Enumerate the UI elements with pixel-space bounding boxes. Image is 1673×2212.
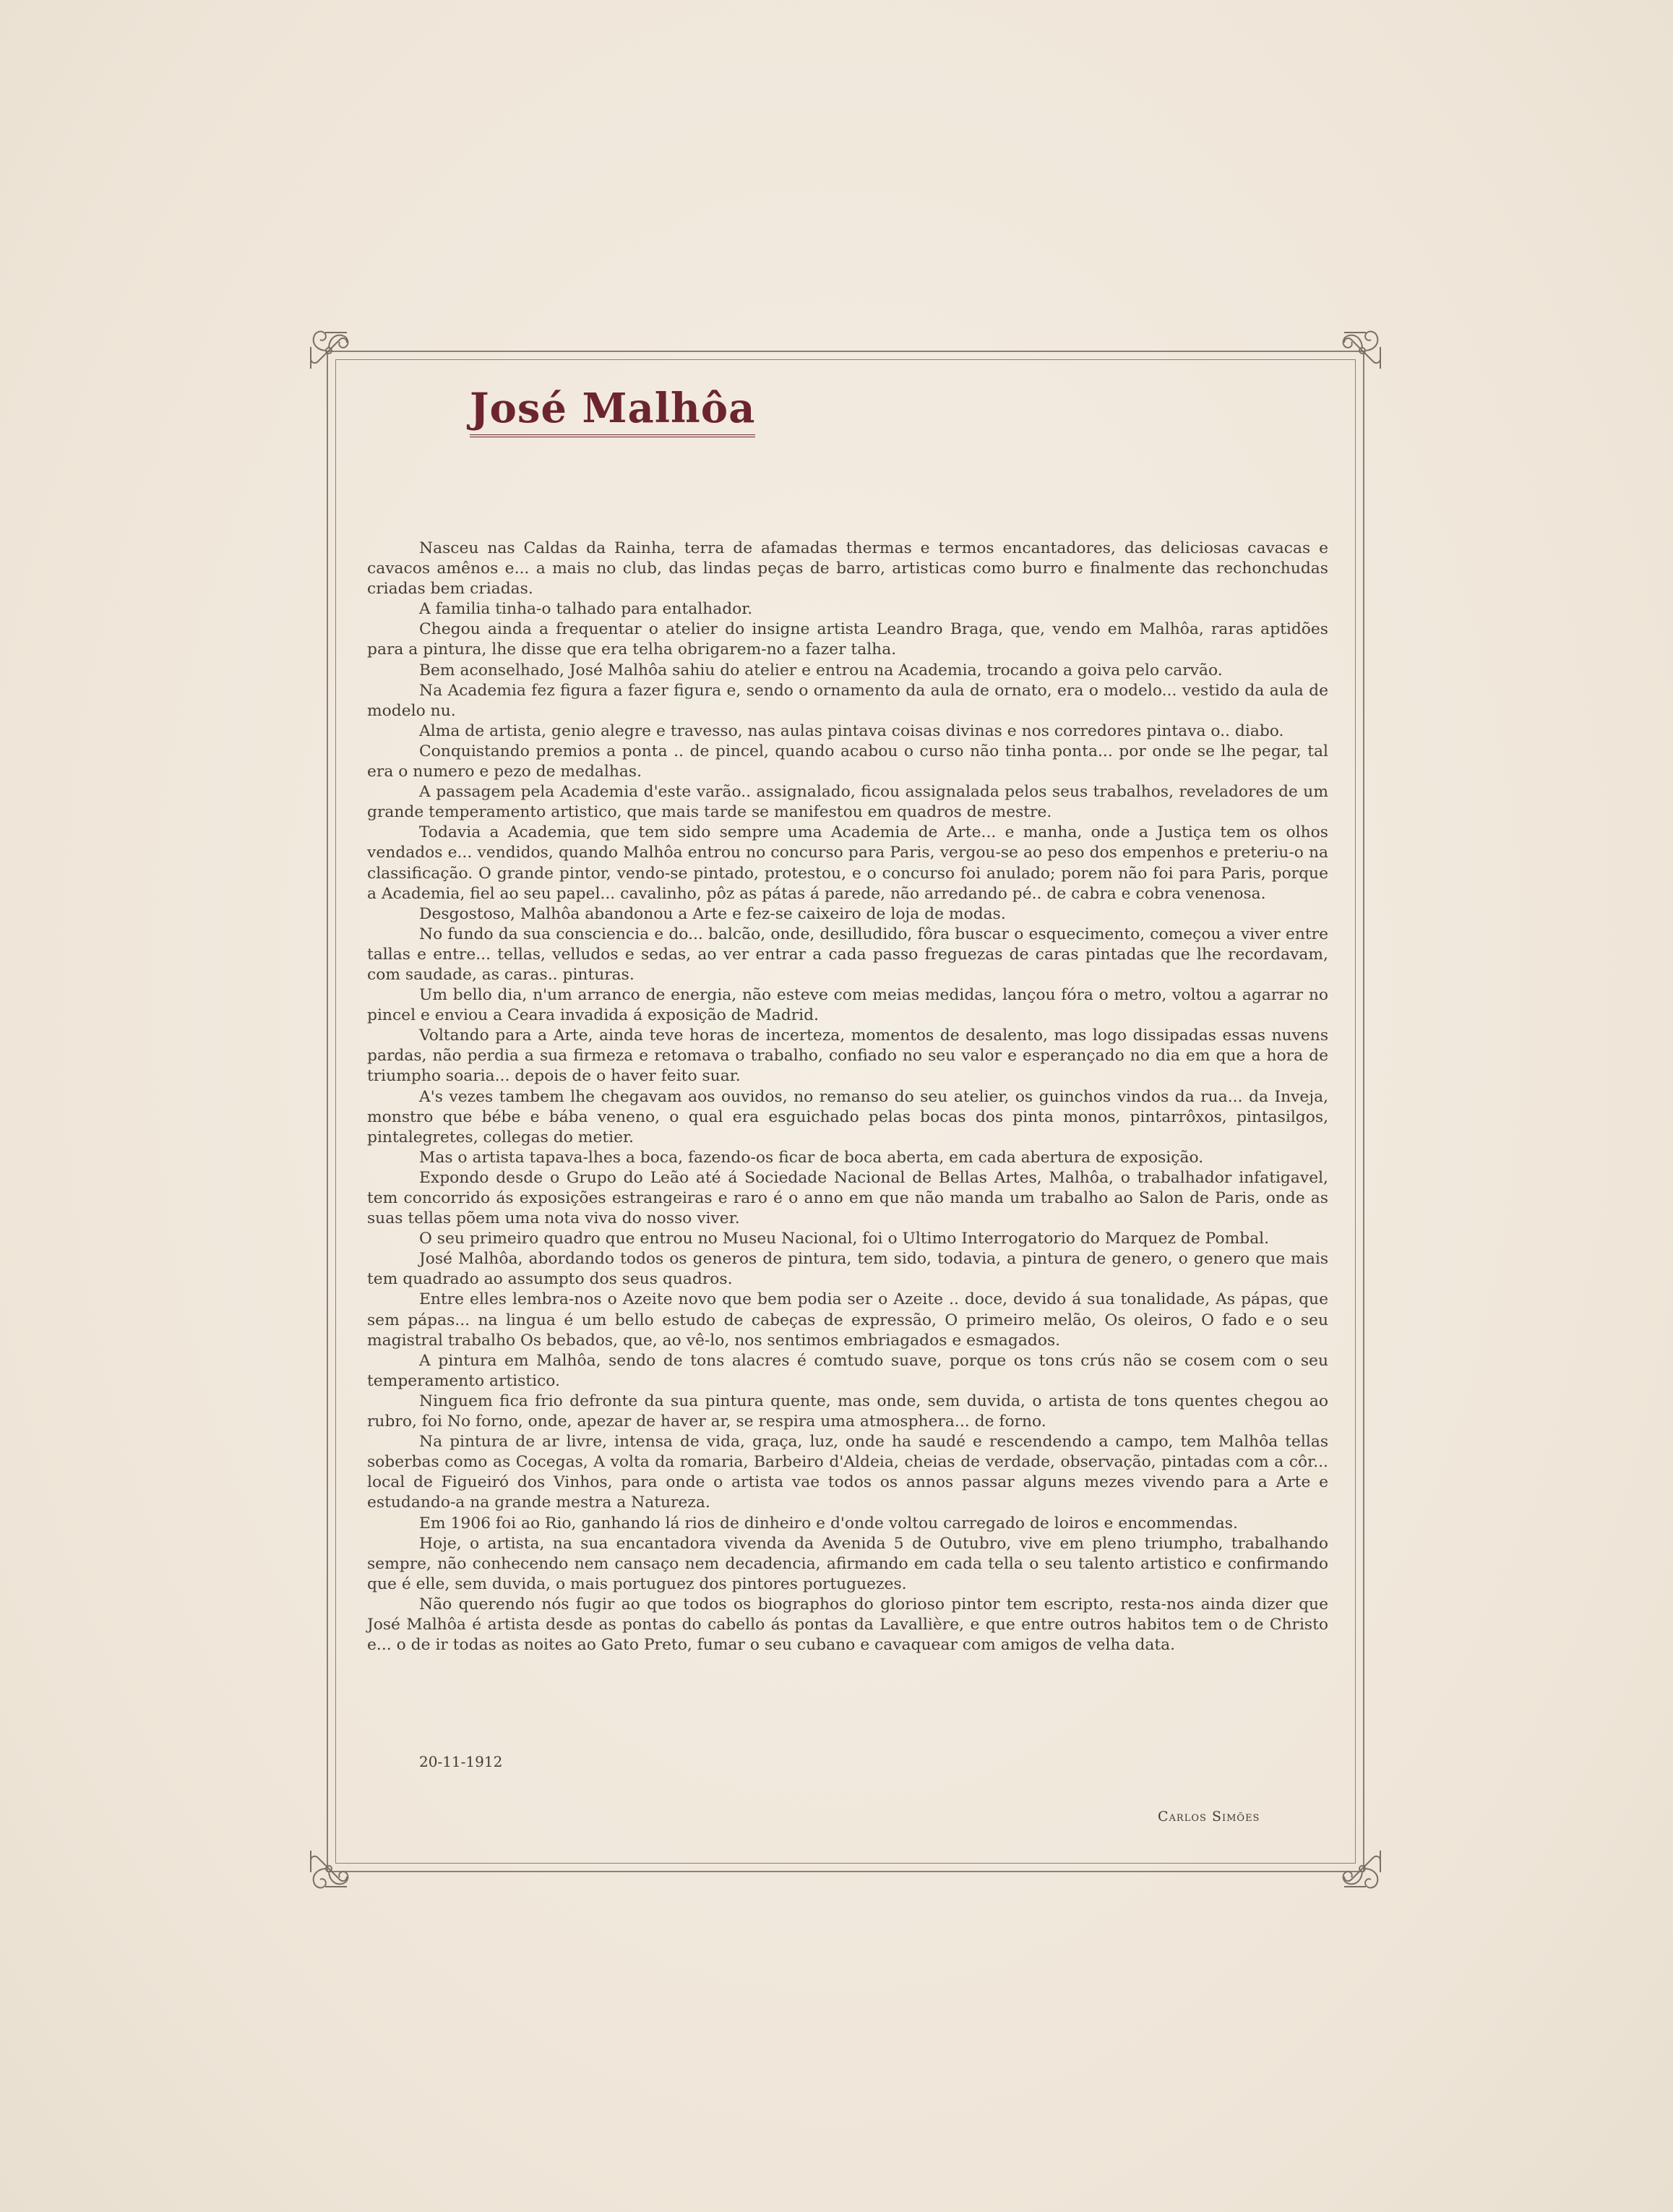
paragraph: Conquistando premios a ponta .. de pincel, quando acabou o curso não tinha ponta... por onde se lhe pegar, tal era o numero e pezo de medalhas.: [367, 742, 1328, 781]
paragraph: A's vezes tambem lhe chegavam aos ouvidos, no remanso do seu atelier, os guinchos vindos da rua... da Inveja, monstro que bébe e bába veneno, o qual era esguichado pelas bocas dos pinta monos, pintarrôxos, pintasilgos, pintalegretes, collegas do metier.: [367, 1087, 1328, 1146]
paragraph: Na Academia fez figura a fazer figura e, sendo o ornamento da aula de ornato, era o modelo... vestido da aula de modelo nu.: [367, 681, 1328, 720]
paragraph: Nasceu nas Caldas da Rainha, terra de afamadas thermas e termos encantadores, das deliciosas cavacas e cavacos amênos e... a mais no club, das lindas peças de barro, artisticas como burro e finalmente das rechonchudas criadas bem criadas.: [367, 539, 1328, 599]
paragraph: Em 1906 foi ao Rio, ganhando lá rios de dinheiro e d'onde voltou carregado de loiros e encommendas.: [419, 1514, 1238, 1532]
paragraph: No fundo da sua consciencia e do... balcão, onde, desilludido, fôra buscar o esquecimento, começou a viver entre tallas e entre... tellas, velludos e sedas, ao ver entrar a cada passo freguezas de caras pintadas que lhe recordavam, com saudade, as caras.. pinturas.: [367, 925, 1328, 984]
corner-ornament-icon: [296, 318, 361, 383]
paragraph: Bem aconselhado, José Malhôa sahiu do atelier e entrou na Academia, trocando a goiva pelo carvão.: [419, 661, 1223, 680]
paragraph: O seu primeiro quadro que entrou no Museu Nacional, foi o Ultimo Interrogatorio do Marquez de Pombal.: [419, 1230, 1270, 1248]
corner-ornament-icon: [1330, 318, 1395, 383]
paragraph: Alma de artista, genio alegre e travesso, nas aulas pintava coisas divinas e nos corredores pintava o.. diabo.: [419, 721, 1284, 740]
paragraph: Todavia a Academia, que tem sido sempre uma Academia de Arte... e manha, onde a Justiça tem os olhos vendados e... vendidos, quando Malhôa entrou no concurso para Paris, vergou-se ao peso dos empenhos e preteriu-o na classificação. O grande pintor, vendo-se pintado, protestou, e o concurso foi anulado; porem não foi para Paris, porque a Academia, fiel ao seu papel... cavalinho, pôz as pátas á parede, não arredando pé.. de cabra e cobra venenosa.: [367, 823, 1328, 903]
paragraph: A passagem pela Academia d'este varão.. assignalado, ficou assignalada pelos seus trabalhos, reveladores de um grande temperamento artistico, que mais tarde se manifestou em quadros de mestre.: [367, 783, 1328, 822]
paragraph: José Malhôa, abordando todos os generos de pintura, tem sido, todavia, a pintura de genero, o genero que mais tem quadrado ao assumpto dos seus quadros.: [367, 1250, 1328, 1289]
paragraph: Ninguem fica frio defronte da sua pintura quente, mas onde, sem duvida, o artista de tons quentes chegou ao rubro, foi No forno, onde, apezar de haver ar, se respira uma atmosphera... de forno.: [367, 1392, 1328, 1431]
paragraph: Na pintura de ar livre, intensa de vida, graça, luz, onde ha saudé e rescendendo a campo, tem Malhôa tellas soberbas como as Cocegas, A volta da romaria, Barbeiro d'Aldeia, cheias de verdade, observação, pintadas com a côr... local de Figueiró dos Vinhos, para onde o artista vae todos os annos passar alguns mezes vivendo para a Arte e estudando-a na grande mestra a Natureza.: [367, 1433, 1328, 1512]
paragraph: Voltando para a Arte, ainda teve horas de incerteza, momentos de desalento, mas logo dissipadas essas nuvens pardas, não perdia a sua firmeza e retomava o trabalho, confiado no seu valor e esperançado no dia em que a hora de triumpho soaria... depois de o haver feito suar.: [367, 1026, 1328, 1086]
paragraph: A pintura em Malhôa, sendo de tons alacres é comtudo suave, porque os tons crús não se cosem com o seu temperamento artistico.: [367, 1351, 1328, 1390]
article-body: [367, 539, 1328, 1655]
author-signature: Carlos Simões: [1158, 1809, 1260, 1825]
paragraph: Desgostoso, Malhôa abandonou a Arte e fez-se caixeiro de loja de modas.: [419, 904, 1006, 923]
paragraph: Hoje, o artista, na sua encantadora vivenda da Avenida 5 de Outubro, vive em pleno triumpho, trabalhando sempre, não conhecendo nem cansaço nem decadencia, afirmando em cada tella o seu talento artistico e confirmando que é elle, sem duvida, o mais portuguez dos pintores portuguezes.: [367, 1534, 1328, 1593]
corner-ornament-icon: [1330, 1836, 1395, 1901]
paragraph: Entre elles lembra-nos o Azeite novo que bem podia ser o Azeite .. doce, devido á sua tonalidade, As pápas, que sem pápas... na lingua é um bello estudo de cabeças de expressão, O primeiro melão, Os oleiros, O fado e o seu magistral trabalho Os bebados, que, ao vê-lo, nos sentimos embriagados e esmagados.: [367, 1290, 1328, 1350]
page-title: José Malhôa: [470, 387, 755, 437]
paragraph: Um bello dia, n'um arranco de energia, não esteve com meias medidas, lançou fóra o metro, voltou a agarrar no pincel e enviou a Ceara invadida á exposição de Madrid.: [367, 986, 1328, 1025]
paragraph: A familia tinha-o talhado para entalhador.: [419, 600, 753, 619]
paragraph: Expondo desde o Grupo do Leão até á Sociedade Nacional de Bellas Artes, Malhôa, o trabalhador infatigavel, tem concorrido ás exposições estrangeiras e raro é o anno em que não manda um trabalho ao Salon de Paris, onde as suas tellas põem uma nota viva do nosso viver.: [367, 1168, 1328, 1228]
article-date: 20-11-1912: [419, 1753, 503, 1770]
corner-ornament-icon: [296, 1836, 361, 1901]
paragraph: Chegou ainda a frequentar o atelier do insigne artista Leandro Braga, que, vendo em Malhôa, raras aptidões para a pintura, lhe disse que era telha obrigarem-no a fazer talha.: [367, 620, 1328, 659]
paragraph: Mas o artista tapava-lhes a boca, fazendo-os ficar de boca aberta, em cada abertura de exposição.: [419, 1148, 1204, 1167]
paragraph: Não querendo nós fugir ao que todos os biographos do glorioso pintor tem escripto, resta-nos ainda dizer que José Malhôa é artista desde as pontas do cabello ás pontas da Lavallière, e que entre outros habitos tem o de Christo e... o de ir todas as noites ao Gato Preto, fumar o seu cubano e cavaquear com amigos de velha data.: [367, 1595, 1328, 1655]
